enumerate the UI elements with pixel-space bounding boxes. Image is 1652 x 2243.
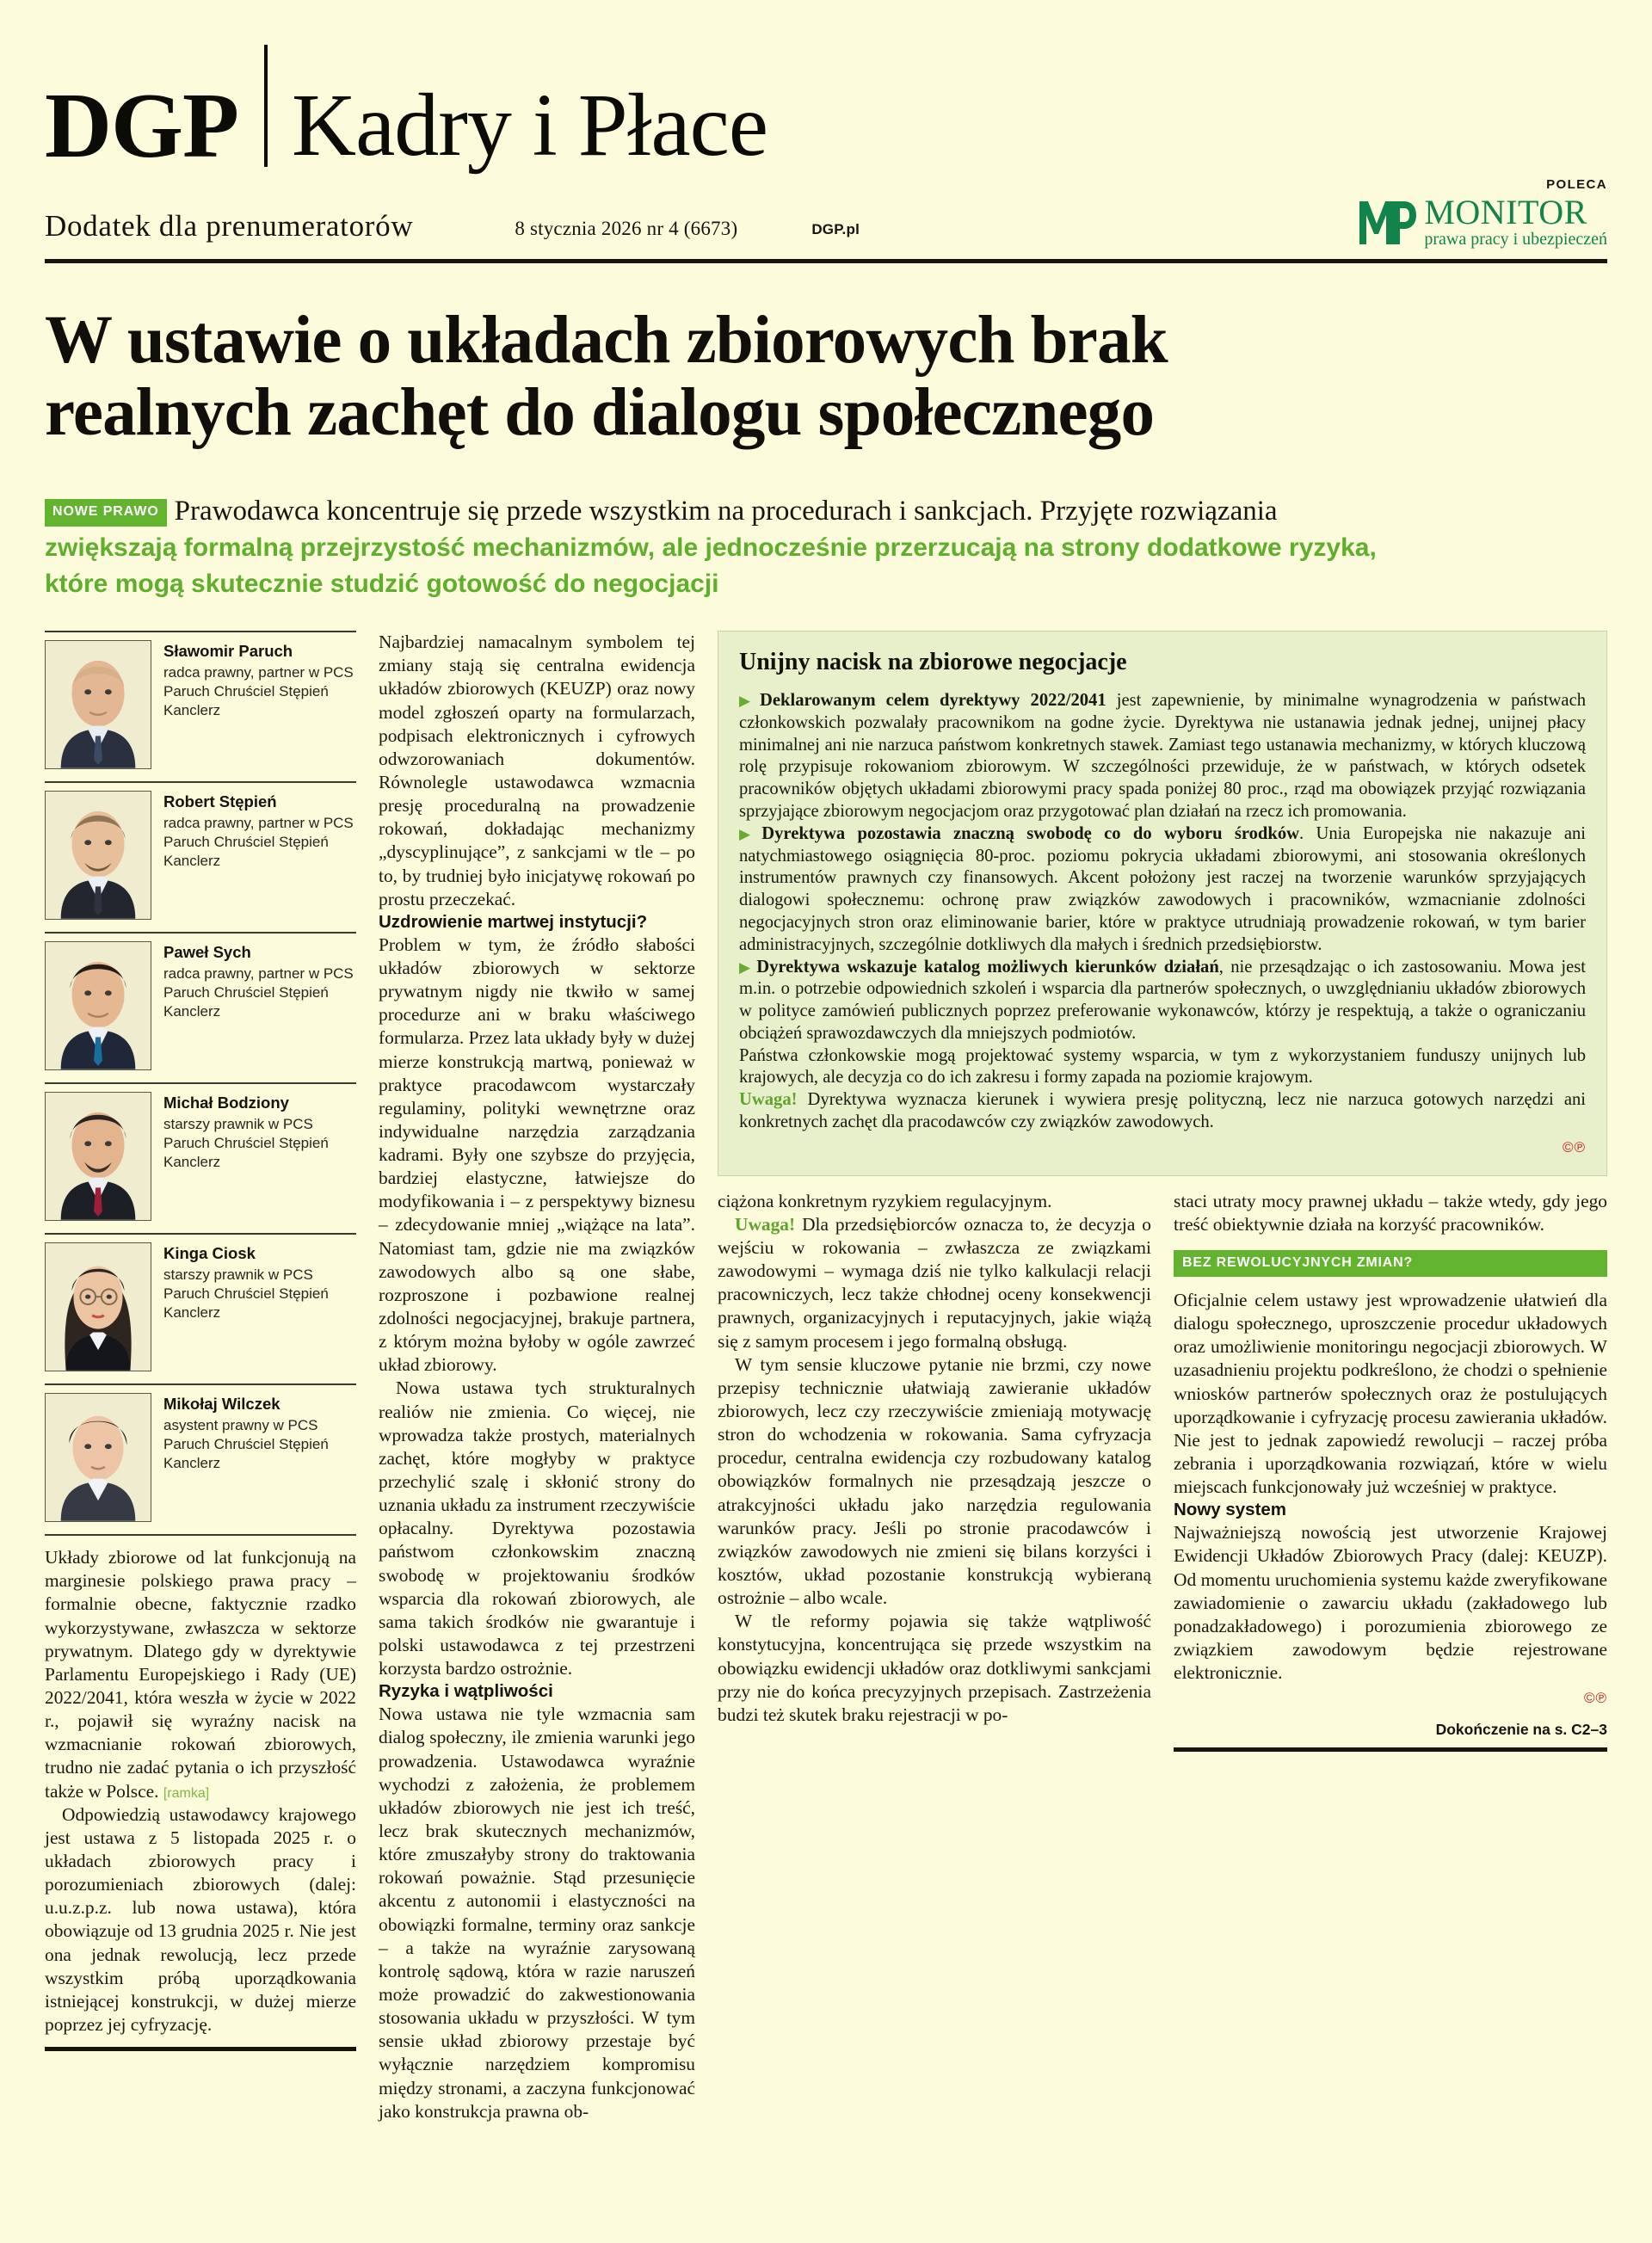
author-name: Sławomir Paruch (163, 642, 293, 661)
author-role-line: Paruch Chruściel Stępień (163, 1134, 329, 1151)
headline-line-1: W ustawie o układach zbiorowych brak (45, 303, 1168, 378)
ramka-marker: [ramka] (163, 1785, 210, 1801)
info-box-eu-pressure (718, 631, 1607, 1176)
paragraph-text: Układy zbiorowe od lat funkcjonują na marginesie polskiego prawa pracy – formalnie obecne, faktycznie rzadko wykorzystywane, zwłaszcza w sektorze prywatnym. Dlatego gdy w dyrektywie Parlamentu Europejskiego i Rady (UE) 2022/2041, która weszła w życie w 2022 r., pojawił się wyraźny nacisk na wzmacnianie rokowań zbiorowych, trudno nie zadać pytania o ich przyszłość także w Polsce. (45, 1547, 356, 1802)
uwaga-label: Uwaga! (739, 1090, 798, 1110)
author-role-line: asystent prawny w PCS (163, 1416, 318, 1433)
author-role-line: Paruch Chruściel Stępień (163, 1285, 329, 1302)
author-name: Mikołaj Wilczek (163, 1395, 280, 1414)
supplement-label: Dodatek dla prenumeratorów (45, 209, 414, 243)
mp-logo-icon (1358, 198, 1416, 246)
author-card (45, 631, 356, 769)
bullet-item (739, 957, 1586, 1045)
column4-text-continued (1174, 1289, 1607, 1685)
author-role-line: Kanclerz (163, 1002, 221, 1020)
author-role-line: Paruch Chruściel Stępień (163, 682, 329, 699)
paragraph (45, 1546, 356, 1803)
column-two (379, 631, 695, 2123)
author-role-line: starszy prawnik w PCS (163, 1115, 313, 1132)
paragraph: W tym sensie kluczowe pytanie nie brzmi, czy nowe przepisy technicznie ułatwiają zawieranie układów zbiorowych, lecz czy rzeczywiście zmieniają motywację stron do wchodzenia w rokowania. Sama cyfryzacja procedur, centralna ewidencja czy rozbudowany katalog obowiązków formalnych nie przesądzają jeszcze o atrakcyjności układu jako narzędzia regulowania warunków pracy. Jeśli po stronie pracodawców i związków zawodowych nie zmieni się bilans korzyści i kosztów, układ pozostanie konstrukcją wybieraną ostrożnie – albo wcale. (718, 1353, 1151, 1609)
author-role-line: Kanclerz (163, 1454, 221, 1471)
paragraph: Problem w tym, że źródło słabości układów zbiorowych w sektorze prywatnym nigdy nie tkwiło w samej procedurze ani w braku właściwego formularza. Przez lata układy były w dużej mierze konstrukcją martwą, ponieważ w praktyce pracodawcom wystarczały regulaminy, polityki wewnętrzne oraz indywidualne narzędzia zarządzania kadrami. Były one szybsze do przyjęcia, bardziej elastyczne, łatwiejsze do modyfikowania i – z perspektywy biznesu – zdecydowanie mniej „wiążące na lata”. Natomiast tam, gdzie nie ma związków zawodowych albo są one słabe, rozproszone i pozbawione realnej zdolności negocjacyjnej, brakuje partnera, z którym można byłoby w ogóle zawrzeć układ zbiorowy. (379, 934, 695, 1376)
author-role-line: Kanclerz (163, 1303, 221, 1321)
column-three (718, 1190, 1151, 1753)
logo-kadry-i-place[interactable]: Kadry i Płace (291, 76, 767, 176)
lower-right-columns (718, 1190, 1607, 1753)
monitor-wordmark: MONITOR (1424, 192, 1587, 231)
bullet-lead: Dyrektywa wskazuje katalog możliwych kierunków działań (756, 957, 1219, 977)
column2-text (379, 631, 695, 2123)
author-name: Paweł Sych (163, 943, 251, 962)
author-name: Robert Stępień (163, 792, 277, 811)
monitor-promo (1358, 177, 1607, 249)
paragraph: Państwa członkowskie mogą projektować systemy wsparcia, w tym z wykorzystaniem funduszy unijnych lub krajowych, ale decyzja co do ich zakresu i formy zapada na poziomie krajowym. (739, 1045, 1586, 1088)
copyright-mark: ©℗ (1583, 1690, 1607, 1707)
article-deck (45, 494, 1404, 601)
triangle-bullet-icon: ▶ (739, 958, 754, 976)
page-bottom-rule (1174, 1747, 1607, 1752)
article-body (45, 631, 1607, 2123)
avatar (45, 640, 151, 769)
bullet-text: jest zapewnienie, by minimalne wynagrodzenia w państwach członkowskich pozwalały pracownikom na godne życie. Dyrektywa nie ustanawia jednak jednej, unijnej płacy minimalnej ani nie narzuca państwom konkretnych stawek. Zamiast tego ustanawia mechanizmy, w których kluczową rolę przypisuje rokowaniom zbiorowym. W szczególności przewiduje, że w państwach, w których odsetek pracowników objętych układami zbiorowymi pracy spada poniżej 80 proc., rząd ma obowiązek przyjąć rozwiązania sprzyjające zbiorowym negocjacjom oraz przygotować plan działań na rzecz ich promowania. (739, 691, 1587, 822)
masthead-divider (264, 45, 268, 167)
section-heading: Ryzyka i wątpliwości (379, 1681, 553, 1702)
paragraph-text: Dla przedsiębiorców oznacza to, że decyzja o wejściu w rokowania – zwłaszcza ze związkami zawodowymi – wymaga dziś nie tylko kalkulacji relacji pracowniczych, lecz także chłodnej oceny konsekwencji prawnych, organizacyjnych i reputacyjnych, jakie wiążą się z samym procesem i jego formalną obsługą. (718, 1213, 1151, 1352)
avatar (45, 1393, 151, 1522)
column4-text (1174, 1190, 1607, 1236)
author-role-line: starszy prawnik w PCS (163, 1266, 313, 1283)
copyright-mark: ©℗ (1562, 1138, 1586, 1155)
paragraph: Oficjalnie celem ustawy jest wprowadzenie ułatwień dla dialogu społecznego, uproszczenie procedur układowych oraz umożliwienie monitoringu negocjacji zbiorowych. W uzasadnieniu projektu podkreślono, że chodzi o spełnienie wniosków partnerów społecznych oraz że postulujących uporządkowanie i cyfryzację procesu zawierania układów. Nie jest to jednak zapowiedź rewolucji – raczej próba zebrania i uporządkowania rozwiązań, które w wielu miejscach funkcjonowały już wcześniej w praktyce. (1174, 1290, 1607, 1498)
paragraph: W tle reformy pojawia się także wątpliwość konstytucyjna, koncentrująca się przede wszystkim na obowiązku ewidencji układów oraz dotkliwymi sankcjami przy nie do końca precyzyjnych przepisach. Zastrzeżenia budzi też skutek braku rejestracji w po- (718, 1611, 1151, 1725)
uwaga-text: Dyrektywa wyznacza kierunek i wywiera presję polityczną, lecz nie narzuca gotowych narzędzi ani konkretnych zachęt dla pracodawców czy związków zawodowych. (739, 1090, 1586, 1131)
paragraph (739, 1089, 1586, 1134)
paragraph: ciążona konkretnym ryzykiem regulacyjnym. (718, 1190, 1052, 1211)
author-card (45, 1233, 356, 1371)
issue-line: 8 stycznia 2026 nr 4 (6673) (515, 218, 738, 239)
deck-plain-text: Prawodawca koncentruje się przede wszystkim na procedurach i sankcjach. Przyjęte rozwiązania (174, 496, 1278, 527)
author-role-line: Kanclerz (163, 1153, 221, 1170)
paragraph: Najważniejszą nowością jest utworzenie Krajowej Ewidencji Układów Zbiorowych Pracy (dalej: KEUZP). Od momentu uruchomienia systemu każde zweryfikowane zawiadomienie o zawarciu układu (zakładowego lub ponadzakładowego) i porozumienia zbiorowego ze związkiem zawodowym będzie rejestrowane elektronicznie. (1174, 1522, 1607, 1684)
paragraph: Nowa ustawa nie tyle wzmacnia sam dialog społeczny, ile zmienia warunki jego prowadzenia. Ustawodawca wyraźnie wychodzi z założenia, że problemem układów zbiorowych nie jest ich treść, lecz brak skutecznych mechanizmów, które zmuszałyby strony do traktowania rokowań poważnie. Stąd przesunięcie akcentu z autonomii i elastyczności na obowiązki formalne, terminy oraz sankcje – a także na wyraźnie zarysowaną kontrolę sądową, która w razie naruszeń może prowadzić do zakwestionowania stosowania układu w przyszłości. W tym sensie układ zbiorowy przestaje być wyłącznie narzędziem kompromisu między stronami, a zaczyna funkcjonować jako konstrukcja prawna ob- (379, 1704, 695, 2122)
bullet-item (739, 690, 1586, 823)
section-heading: Nowy system (1174, 1500, 1287, 1520)
author-role-line: Paruch Chruściel Stępień (163, 833, 329, 850)
bullet-lead: Dyrektywa pozostawia znaczną swobodę co do wyboru środków (761, 823, 1300, 843)
author-role-line: radca prawny, partner w PCS (163, 964, 354, 982)
monitor-tagline: prawa pracy i ubezpieczeń (1424, 230, 1607, 249)
page-title (45, 305, 1607, 448)
site-link[interactable]: DGP.pl (811, 221, 860, 237)
paragraph: Odpowiedzią ustawodawcy krajowego jest ustawa z 5 listopada 2025 r. o układach zbiorowych pracy i porozumieniach zbiorowych (dalej: u.u.z.p.z. lub nowa ustawa), która obowiązuje od 13 grudnia 2025 r. Nie jest ona jednak rewolucją, lecz przede wszystkim próbą uporządkowania istniejącej konstrukcji, w dużej mierze poprzez jej cyfryzację. (45, 1803, 356, 2035)
masthead (45, 0, 1607, 177)
paragraph: Najbardziej namacalnym symbolem tej zmiany stają się centralna ewidencja układów zbiorowych (KEUZP) oraz nowy model zgłoszeń oparty na formularzach, podpisach elektronicznych i cyfrowych odwzorowaniach dokumentów. Równolegle ustawodawca wzmacnia presję proceduralną na prowadzenie rokowań, dokładając mechanizmy „dyscyplinujące”, z sankcjami w tle – po to, by trudniej było inicjatywę rokowań po prostu przeczekać. (379, 632, 695, 909)
deck-highlight-text: zwiększają formalną przejrzystość mechanizmów, ale jednocześnie przerzucają na strony dodatkowe ryzyka, które mogą skutecznie studzić gotowość do negocjacji (45, 533, 1377, 598)
section-heading: Uzdrowienie martwej instytucji? (379, 911, 648, 932)
bullet-text: . Unia Europejska nie nakazuje ani natychmiastowego osiągnięcia 80-proc. poziomu pokrycia układami zbiorowymi, ani stosowania określonych instrumentów prawnych czy finansowych. Akcent położony jest raczej na tworzenie warunków sprzyjających dialogowi społecznemu: ochronę praw związków zawodowych i pracowników, wzmacnianie zdolności negocjacyjnych stron oraz eliminowanie barier, które w praktyce utrudniają prowadzenie rokowań, w tym barier administracyjnych, szczególnie dotkliwych dla małych i średnich przedsiębiorstw. (739, 823, 1586, 954)
column-right-region (718, 631, 1607, 2123)
uwaga-label: Uwaga! (735, 1213, 796, 1235)
paragraph: Nowa ustawa tych strukturalnych realiów nie zmienia. Co więcej, nie wprowadza także prostych, materialnych zachęt, które mogłyby w praktyce przechylić szalę i skłonić strony do uznania układu za instrument rzeczywiście opłacalny. Dyrektywa pozostawia państwom członkowskim znaczną swobodę w projektowaniu środków wsparcia dla rokowań zbiorowych, ale sama takich środków nie gwarantuje i polski ustawodawca z tej przestrzeni korzysta bardzo ostrożnie. (379, 1377, 695, 1679)
avatar (45, 1242, 151, 1371)
info-box-title: Unijny nacisk na zbiorowe negocjacje (739, 649, 1127, 676)
author-name: Kinga Ciosk (163, 1244, 256, 1263)
section-bar-bez-rewolucyjnych-zmian: BEZ REWOLUCYJNYCH ZMIAN? (1174, 1250, 1607, 1277)
column1-bottom-rule (45, 2047, 356, 2051)
poleca-label: POLECA (1546, 176, 1607, 192)
headline-line-2: realnych zachęt do dialogu społecznego (45, 374, 1155, 450)
paragraph (718, 1213, 1151, 1353)
author-name: Michał Bodziony (163, 1094, 289, 1112)
column-authors (45, 631, 356, 2123)
info-box-body (739, 690, 1586, 1134)
author-role-line: radca prawny, partner w PCS (163, 663, 354, 681)
masthead-infobar (45, 176, 1607, 263)
author-role-line: Kanclerz (163, 852, 221, 869)
triangle-bullet-icon: ▶ (739, 693, 756, 710)
author-card (45, 1383, 356, 1522)
column3-text (718, 1190, 1151, 1727)
logo-dgp[interactable]: DGP (45, 74, 238, 177)
bullet-item (739, 823, 1586, 957)
avatar (45, 791, 151, 920)
bullet-text: , nie przesądzając o ich zastosowaniu. Mowa jest m.in. o potrzebie odpowiednich szkoleń i wsparcia dla partnerów społecznych, o uwzględnianiu układów zbiorowych w polityce zamówień publicznych poprzez preferowanie wykonawców, którzy je respektują, a także o ograniczaniu obciążeń sprawozdawczych dla mniejszych podmiotów. (739, 957, 1587, 1043)
author-role-line: radca prawny, partner w PCS (163, 814, 354, 831)
avatar (45, 941, 151, 1070)
author-card (45, 781, 356, 920)
author-role-line: Kanclerz (163, 701, 221, 718)
author-card (45, 932, 356, 1070)
column-four (1174, 1190, 1607, 1753)
paragraph: staci utraty mocy prawnej układu – także wtedy, gdy jego treść obiektywnie działa na korzyść pracowników. (1174, 1190, 1607, 1235)
author-role-line: Paruch Chruściel Stępień (163, 1435, 329, 1452)
author-card (45, 1082, 356, 1221)
triangle-bullet-icon: ▶ (739, 825, 759, 842)
column1-text (45, 1534, 356, 2037)
continuation-note: Dokończenie na s. C2–3 (1435, 1721, 1607, 1739)
status-badge: NOWE PRAWO (45, 499, 167, 526)
bullet-lead: Deklarowanym celem dyrektywy 2022/2041 (760, 691, 1106, 711)
author-role-line: Paruch Chruściel Stępień (163, 983, 329, 1001)
avatar (45, 1092, 151, 1221)
